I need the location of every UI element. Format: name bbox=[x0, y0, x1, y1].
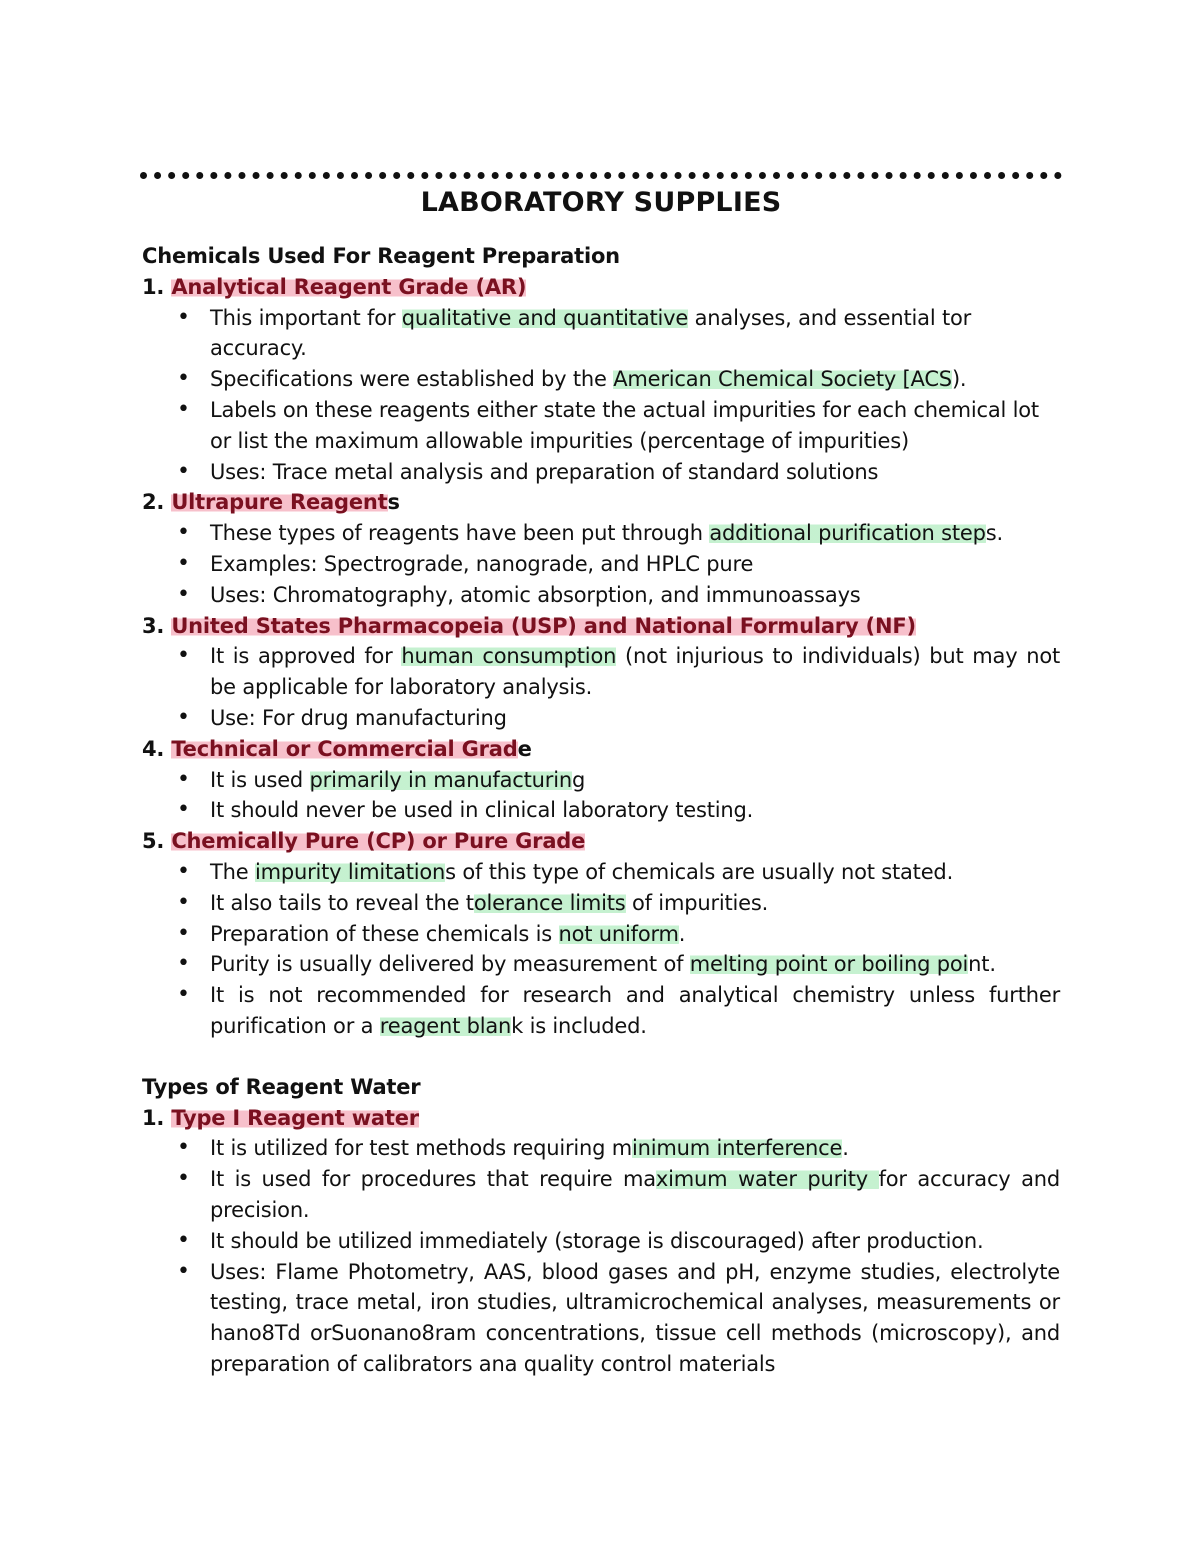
dotted-rule bbox=[140, 172, 1062, 179]
item-title: Type I Reagent water bbox=[171, 1105, 419, 1130]
bullet-text: It is utilized for test methods requiring m bbox=[210, 1136, 633, 1161]
bullet-text: Specifications were established by the bbox=[210, 367, 614, 392]
item-title: United States Pharmacopeia (USP) and National Formulary (NF) bbox=[171, 613, 916, 638]
bullet-text: It is approved for bbox=[210, 644, 402, 669]
bullet-list bbox=[142, 765, 1060, 827]
green-highlight: melting point or boiling poi bbox=[689, 952, 969, 977]
item-title: Ultrapure Reagent bbox=[171, 490, 388, 515]
bullet-text: . bbox=[678, 921, 686, 946]
bullet-item bbox=[142, 1226, 1060, 1257]
bullet-list bbox=[142, 641, 1060, 733]
green-highlight: primarily in manufacturin bbox=[309, 767, 572, 792]
bullet-item bbox=[142, 857, 1060, 888]
item-number: 1. bbox=[142, 1105, 165, 1130]
bullet-text: (not injurious to individuals) but may not be applicable for laboratory analysis. bbox=[210, 644, 1060, 700]
bullet-list bbox=[142, 518, 1060, 610]
bullet-text: ). bbox=[951, 367, 967, 392]
bullet-text: nt. bbox=[968, 952, 996, 977]
numbered-heading bbox=[142, 487, 1060, 518]
bullet-text: Uses: Chromatography, atomic absorption, and immunoassays bbox=[210, 582, 861, 607]
item-number: 3. bbox=[142, 613, 165, 638]
bullet-item bbox=[142, 1164, 1060, 1226]
bullet-item bbox=[142, 703, 1060, 734]
bullet-text: Preparation of these chemicals is bbox=[210, 921, 559, 946]
green-highlight: qualitative and quantitative bbox=[401, 305, 689, 330]
bullet-item bbox=[142, 1133, 1060, 1164]
bullet-text: s. bbox=[985, 521, 1003, 546]
bullet-text: It should be utilized immediately (storage is discouraged) after production. bbox=[210, 1228, 984, 1253]
bullet-text: It is not recommended for research and analytical chemistry unless further purification or a bbox=[210, 983, 1060, 1038]
green-highlight: American Chemical Society [ACS bbox=[613, 367, 952, 392]
bullet-item bbox=[142, 303, 1060, 365]
green-highlight: reagent blan bbox=[379, 1013, 512, 1038]
item-title: Analytical Reagent Grade (AR) bbox=[171, 274, 527, 299]
bullet-list bbox=[142, 857, 1060, 1042]
bullet-item bbox=[142, 457, 1060, 488]
bullet-list bbox=[142, 303, 1060, 488]
bullet-text: s of this type of chemicals are usually not stated. bbox=[445, 859, 954, 884]
green-highlight: additional purification step bbox=[709, 521, 986, 546]
numbered-heading bbox=[142, 611, 1060, 642]
bullet-text: It is used bbox=[210, 767, 310, 792]
bullet-text: Uses: Trace metal analysis and preparation of standard solutions bbox=[210, 459, 879, 484]
green-highlight: impurity limitation bbox=[254, 859, 446, 884]
item-title: Technical or Commercial Grad bbox=[171, 736, 518, 761]
item-number: 1. bbox=[142, 274, 165, 299]
bullet-item bbox=[142, 549, 1060, 580]
bullet-text: Labels on these reagents either state the actual impurities for each chemical lot or list the maximum allowable impurities (percentage of impurities) bbox=[210, 397, 1039, 453]
bullet-text: Examples: Spectrograde, nanograde, and HPLC pure bbox=[210, 551, 754, 576]
bullet-list bbox=[142, 1133, 1060, 1379]
bullet-text: . bbox=[842, 1136, 849, 1161]
green-highlight: human consumption bbox=[401, 644, 617, 669]
section-spacer bbox=[142, 1042, 1060, 1072]
bullet-text: k is included. bbox=[511, 1013, 647, 1038]
bullet-item bbox=[142, 641, 1060, 703]
numbered-heading bbox=[142, 826, 1060, 857]
item-number: 2. bbox=[142, 490, 165, 515]
bullet-item bbox=[142, 919, 1060, 950]
bullet-text: analyses, and essential tor accuracy. bbox=[210, 305, 972, 361]
bullet-text: of impurities. bbox=[625, 890, 769, 915]
bullet-item bbox=[142, 518, 1060, 549]
bullet-item bbox=[142, 580, 1060, 611]
bullet-item bbox=[142, 395, 1060, 457]
bullet-item bbox=[142, 980, 1060, 1042]
numbered-heading bbox=[142, 272, 1060, 303]
page-title: LABORATORY SUPPLIES bbox=[420, 187, 782, 218]
bullet-text: Use: For drug manufacturing bbox=[210, 705, 507, 730]
bullet-item bbox=[142, 1257, 1060, 1380]
section-list bbox=[142, 272, 1060, 1042]
green-highlight: olerance limits bbox=[473, 890, 626, 915]
item-title-tail: e bbox=[517, 736, 532, 761]
numbered-heading bbox=[142, 1103, 1060, 1134]
bullet-text: It also tails to reveal the t bbox=[210, 890, 474, 915]
bullet-text: g bbox=[571, 767, 586, 792]
bullet-text: The bbox=[210, 859, 255, 884]
bullet-item bbox=[142, 765, 1060, 796]
bullet-text: for accuracy and precision. bbox=[210, 1167, 1061, 1222]
item-number: 4. bbox=[142, 736, 165, 761]
bullet-text: These types of reagents have been put through bbox=[210, 521, 710, 546]
item-title: Chemically Pure (CP) or Pure Grade bbox=[171, 829, 586, 854]
bullet-text: Purity is usually delivered by measurement of bbox=[210, 952, 690, 977]
green-highlight: ximum water purity bbox=[655, 1167, 879, 1192]
bullet-text: This important for bbox=[210, 305, 402, 330]
bullet-text: It is used for procedures that require ma bbox=[210, 1167, 656, 1192]
bullet-item bbox=[142, 949, 1060, 980]
green-highlight: not uniform bbox=[558, 921, 679, 946]
green-highlight: inimum interference bbox=[632, 1136, 843, 1161]
bullet-item bbox=[142, 795, 1060, 826]
item-number: 5. bbox=[142, 829, 165, 854]
bullet-text: Uses: Flame Photometry, AAS, blood gases and pH, enzyme studies, electrolyte testing, trace metal, iron studies, ultramicrochemical analyses, measurements or hano8Td orSuonano8ram concentrations, tissue cell methods (microscopy), and preparation of calibrators ana quality control materials bbox=[210, 1259, 1060, 1376]
document-content bbox=[142, 172, 1060, 1380]
bullet-item bbox=[142, 888, 1060, 919]
numbered-heading bbox=[142, 734, 1060, 765]
section-heading-reagent-water: Types of Reagent Water bbox=[142, 1074, 421, 1099]
item-title-tail: s bbox=[387, 490, 400, 515]
bullet-text: It should never be used in clinical laboratory testing. bbox=[210, 798, 754, 823]
section-list bbox=[142, 1103, 1060, 1380]
bullet-item bbox=[142, 364, 1060, 395]
section-heading-chemicals: Chemicals Used For Reagent Preparation bbox=[142, 244, 620, 268]
